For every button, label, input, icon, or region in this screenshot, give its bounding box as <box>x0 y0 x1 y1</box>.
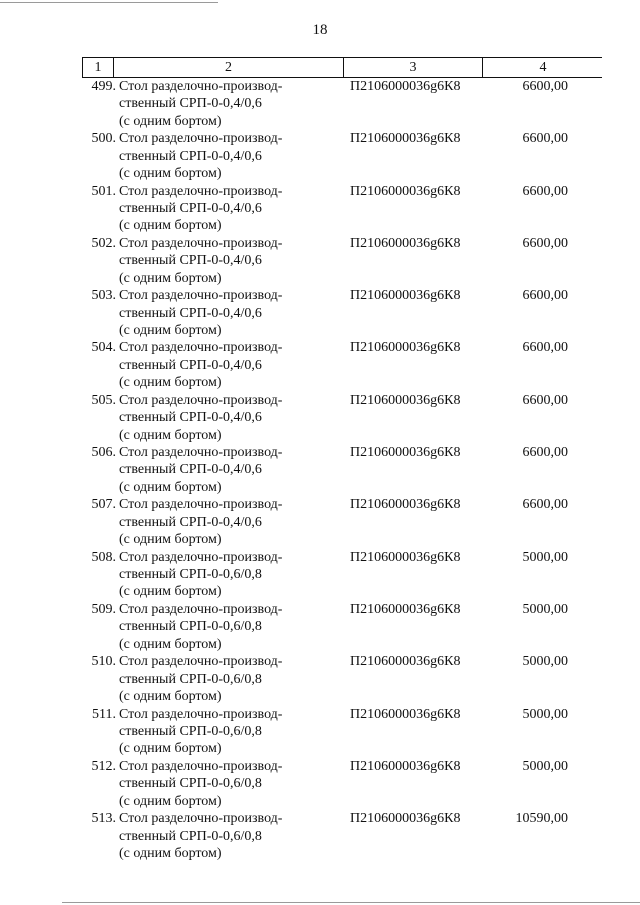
item-name <box>119 758 349 810</box>
table-row <box>82 183 602 235</box>
item-price: 6600,00 <box>522 79 568 94</box>
item-price: 6600,00 <box>522 235 568 251</box>
item-name-line: Стол разделочно-производ- <box>119 601 283 617</box>
price-table <box>82 57 602 862</box>
item-code: П2106000036g6К8 <box>350 549 461 565</box>
item-code: П2106000036g6К8 <box>350 79 461 94</box>
item-name-line: (с одним бортом) <box>119 113 222 129</box>
table-row <box>82 810 602 862</box>
item-name-line: (с одним бортом) <box>119 270 222 286</box>
item-name <box>119 549 349 601</box>
item-code: П2106000036g6К8 <box>350 288 461 304</box>
table-row <box>82 496 602 548</box>
item-name-line: Стол разделочно-производ- <box>119 235 283 251</box>
header-col-4: 4 <box>539 60 547 75</box>
item-price: 6600,00 <box>522 392 568 408</box>
item-name-line: Стол разделочно-производ- <box>119 758 283 774</box>
item-name-line: Стол разделочно-производ- <box>119 131 283 147</box>
item-code: П2106000036g6К8 <box>350 131 461 147</box>
item-name-line: ственный СРП-0-0,6/0,8 <box>119 567 262 583</box>
table-row <box>82 78 602 130</box>
item-name-line: (с одним бортом) <box>119 375 222 391</box>
row-number: 509. <box>91 601 116 617</box>
item-name-line: Стол разделочно-производ- <box>119 497 283 513</box>
table-row <box>82 706 602 758</box>
item-price: 6600,00 <box>522 340 568 356</box>
row-number: 501. <box>91 183 116 199</box>
item-name <box>119 496 349 548</box>
item-price: 5000,00 <box>522 706 568 722</box>
item-name-line: Стол разделочно-производ- <box>119 79 283 94</box>
item-name-line: (с одним бортом) <box>119 427 222 443</box>
table-row <box>82 130 602 182</box>
item-name <box>119 130 349 182</box>
item-name-line: Стол разделочно-производ- <box>119 549 283 565</box>
item-name <box>119 78 349 130</box>
item-code: П2106000036g6К8 <box>350 758 461 774</box>
item-name <box>119 653 349 705</box>
item-code: П2106000036g6К8 <box>350 497 461 513</box>
row-number: 511. <box>92 706 116 722</box>
item-name-line: Стол разделочно-производ- <box>119 654 283 670</box>
item-code: П2106000036g6К8 <box>350 654 461 670</box>
table-row <box>82 235 602 287</box>
item-price: 6600,00 <box>522 131 568 147</box>
item-name-line: (с одним бортом) <box>119 166 222 182</box>
item-price: 6600,00 <box>522 497 568 513</box>
row-number: 512. <box>91 758 116 774</box>
item-name-line: (с одним бортом) <box>119 689 222 705</box>
item-name-line: (с одним бортом) <box>119 532 222 548</box>
item-name-line: (с одним бортом) <box>119 636 222 652</box>
table-row <box>82 601 602 653</box>
item-code: П2106000036g6К8 <box>350 445 461 461</box>
table-body <box>82 78 602 862</box>
item-name-line: Стол разделочно-производ- <box>119 340 283 356</box>
row-number: 508. <box>91 549 116 565</box>
item-price: 5000,00 <box>522 758 568 774</box>
item-name-line: ственный СРП-0-0,6/0,8 <box>119 828 262 844</box>
row-number: 513. <box>91 811 116 827</box>
item-name <box>119 810 349 862</box>
item-name <box>119 392 349 444</box>
item-price: 5000,00 <box>522 549 568 565</box>
item-name-line: ственный СРП-0-0,4/0,6 <box>119 357 262 373</box>
item-name-line: Стол разделочно-производ- <box>119 811 283 827</box>
item-name-line: (с одним бортом) <box>119 845 222 861</box>
row-number: 503. <box>91 288 116 304</box>
header-col-2: 2 <box>114 58 344 77</box>
item-name <box>119 235 349 287</box>
scan-edge-line-bottom <box>62 902 640 903</box>
item-name-line: ственный СРП-0-0,6/0,8 <box>119 723 262 739</box>
table-row <box>82 653 602 705</box>
table-row <box>82 444 602 496</box>
table-row <box>82 287 602 339</box>
item-name-line: Стол разделочно-производ- <box>119 392 283 408</box>
item-name-line: Стол разделочно-производ- <box>119 288 283 304</box>
item-code: П2106000036g6К8 <box>350 235 461 251</box>
table-header-row <box>82 57 602 78</box>
item-name <box>119 601 349 653</box>
table-row <box>82 549 602 601</box>
item-name-line: ственный СРП-0-0,4/0,6 <box>119 253 262 269</box>
item-name-line: (с одним бортом) <box>119 793 222 809</box>
item-name-line: ственный СРП-0-0,6/0,8 <box>119 619 262 635</box>
table-row <box>82 392 602 444</box>
item-name-line: ственный СРП-0-0,4/0,6 <box>119 462 262 478</box>
item-code: П2106000036g6К8 <box>350 183 461 199</box>
table-row <box>82 339 602 391</box>
item-price: 6600,00 <box>522 288 568 304</box>
row-number: 504. <box>91 340 116 356</box>
page-number: 18 <box>312 22 328 38</box>
item-name-line: ственный СРП-0-0,6/0,8 <box>119 671 262 687</box>
item-name-line: ственный СРП-0-0,4/0,6 <box>119 514 262 530</box>
item-name-line: ственный СРП-0-0,6/0,8 <box>119 776 262 792</box>
item-name-line: Стол разделочно-производ- <box>119 445 283 461</box>
item-name <box>119 183 349 235</box>
item-name <box>119 444 349 496</box>
scan-edge-line-top <box>0 2 218 3</box>
table-row <box>82 758 602 810</box>
item-name-line: Стол разделочно-производ- <box>119 183 283 199</box>
item-name-line: (с одним бортом) <box>119 218 222 234</box>
item-code: П2106000036g6К8 <box>350 601 461 617</box>
item-price: 6600,00 <box>522 183 568 199</box>
row-number: 502. <box>91 235 116 251</box>
item-code: П2106000036g6К8 <box>350 706 461 722</box>
header-col-3: 3 <box>344 58 483 77</box>
row-number: 505. <box>91 392 116 408</box>
item-code: П2106000036g6К8 <box>350 340 461 356</box>
item-price: 10590,00 <box>515 811 568 827</box>
row-number: 510. <box>91 654 116 670</box>
row-number: 499. <box>91 79 116 94</box>
row-number: 507. <box>91 497 116 513</box>
item-name-line: ственный СРП-0-0,4/0,6 <box>119 96 262 112</box>
item-code: П2106000036g6К8 <box>350 392 461 408</box>
item-name-line: (с одним бортом) <box>119 479 222 495</box>
item-name <box>119 706 349 758</box>
item-name-line: (с одним бортом) <box>119 323 222 338</box>
item-name <box>119 287 349 339</box>
item-name-line: ственный СРП-0-0,4/0,6 <box>119 410 262 426</box>
item-name <box>119 339 349 391</box>
header-col-1: 1 <box>83 58 114 77</box>
item-code: П2106000036g6К8 <box>350 811 461 827</box>
item-name-line: Стол разделочно-производ- <box>119 706 283 722</box>
item-name-line: ственный СРП-0-0,4/0,6 <box>119 148 262 164</box>
row-number: 506. <box>91 445 116 461</box>
item-price: 6600,00 <box>522 445 568 461</box>
item-price: 5000,00 <box>522 601 568 617</box>
row-number: 500. <box>91 131 116 147</box>
item-name-line: (с одним бортом) <box>119 741 222 757</box>
item-name-line: ственный СРП-0-0,4/0,6 <box>119 305 262 321</box>
item-name-line: ственный СРП-0-0,4/0,6 <box>119 201 262 216</box>
item-name-line: (с одним бортом) <box>119 584 222 600</box>
item-price: 5000,00 <box>522 654 568 670</box>
